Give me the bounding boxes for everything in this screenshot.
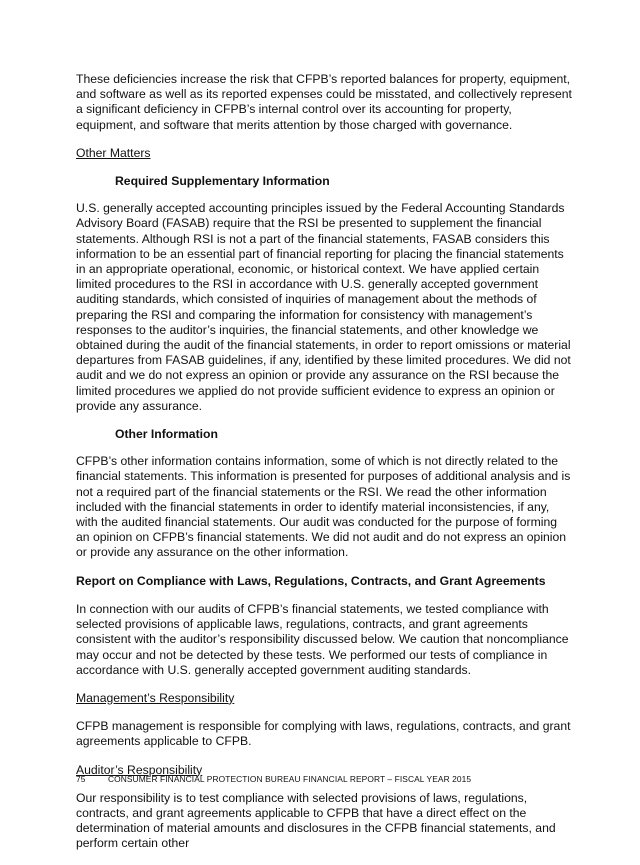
heading-auditors-responsibility: Auditor’s Responsibility bbox=[76, 762, 203, 777]
paragraph-rsi: U.S. generally accepted accounting principles issued by the Federal Accounting Standards Advisory Board (FASAB) require that the RSI be presented to supplement the financial statements. Although RSI is not a part of the financial statements, FASAB considers this information to be an essential part of financial reporting for placing the financial statements in an appropriate operational, economic, or historical context. We have applied certain limited procedures to the RSI in accordance with U.S. generally accepted government auditing standards, which consisted of inquiries of management about the methods of preparing the RSI and comparing the information for consistency with management’s responses to the auditor’s inquiries, the financial statements, and other knowledge we obtained during the audit of the financial statements, in order to report omissions or material departures from FASAB guidelines, if any, identified by these limited procedures. We did not audit and we do not express an opinion or provide any assurance on the RSI because the limited procedures we applied do not provide sufficient evidence to express an opinion or provide any assurance. bbox=[76, 201, 571, 413]
heading-managements-responsibility: Management’s Responsibility bbox=[76, 690, 235, 705]
paragraph-compliance: In connection with our audits of CFPB’s financial statements, we tested compliance with selected provisions of applicable laws, regulations, contracts, and grant agreements consistent with the auditor’s responsibility discussed below. We caution that noncompliance may occur and not be detected by these tests. We performed our tests of compliance in accordance with U.S. generally accepted government auditing standards. bbox=[76, 601, 569, 677]
page-body bbox=[76, 72, 573, 865]
heading-compliance-report: Report on Compliance with Laws, Regulations, Contracts, and Grant Agreements bbox=[76, 573, 546, 588]
paragraph-deficiencies: These deficiencies increase the risk that CFPB’s reported balances for property, equipment, and software as well as its reported expenses could be misstated, and collectively represent a significant deficiency in CFPB’s internal control over its accounting for property, equipment, and software that merits attention by those charged with governance. bbox=[76, 72, 572, 132]
paragraph-managements-responsibility: CFPB management is responsible for complying with laws, regulations, contracts, and grant agreements applicable to CFPB. bbox=[76, 719, 571, 749]
paragraph-auditors-responsibility: Our responsibility is to test compliance with selected provisions of laws, regulations, contracts, and grant agreements applicable to CFPB that have a direct effect on the determination of material amounts and disclosures in the CFPB financial statements, and perform certain other bbox=[76, 790, 556, 851]
report-title: CONSUMER FINANCIAL PROTECTION BUREAU FINANCIAL REPORT – FISCAL YEAR 2015 bbox=[107, 774, 472, 784]
heading-other-information: Other Information bbox=[115, 427, 218, 442]
paragraph-other-information: CFPB’s other information contains information, some of which is not directly related to the financial statements. This information is presented for purposes of additional analysis and is not a required part of the financial statements or the RSI. We read the other information included with the financial statements in order to identify material inconsistencies, if any, with the audited financial statements. Our audit was conducted for the purpose of forming an opinion on CFPB’s financial statements. We did not audit and do not express an opinion or provide any assurance on the other information. bbox=[76, 454, 571, 560]
page-number: 75 bbox=[76, 774, 86, 784]
page-footer bbox=[76, 774, 573, 784]
heading-other-matters: Other Matters bbox=[76, 145, 151, 160]
heading-required-supplementary-information: Required Supplementary Information bbox=[115, 174, 330, 189]
